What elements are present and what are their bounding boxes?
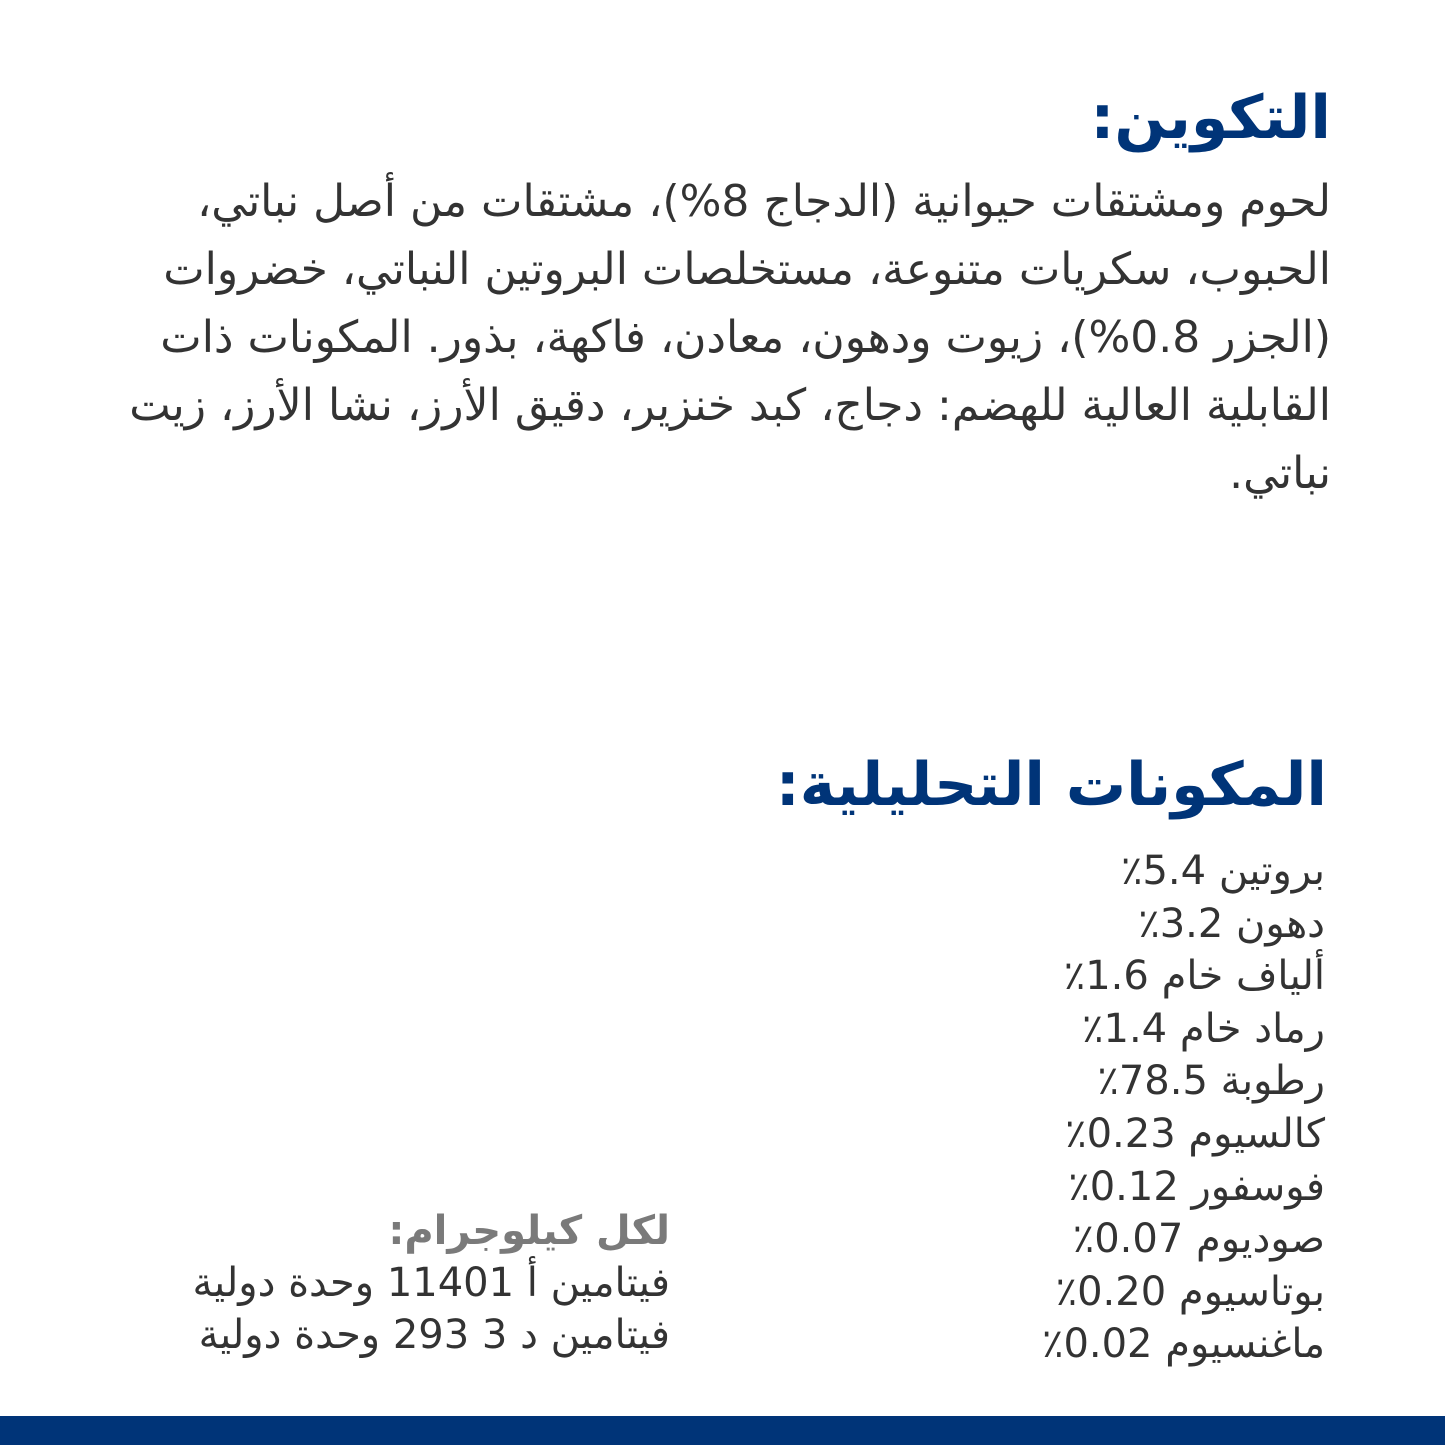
analytical-item-crude-ash: رماد خام 1.4٪: [1082, 1005, 1325, 1052]
per-kg-section: [50, 1205, 670, 1361]
analytical-item-potassium: بوتاسيوم 0.20٪: [1055, 1268, 1325, 1315]
analytical-item-moisture: رطوبة 78.5٪: [1097, 1058, 1325, 1105]
analytical-item-crude-fibre: ألياف خام 1.6٪: [1063, 953, 1325, 1000]
per-kg-item-vitamin-a: فيتامين أ 11401 وحدة دولية: [192, 1260, 670, 1306]
analytical-constituents-title: المكونات التحليلية:: [775, 750, 1327, 820]
per-kg-title: لكل كيلوجرام:: [388, 1208, 670, 1254]
per-kg-list: [50, 1257, 670, 1361]
analytical-item-magnesium: ماغنسيوم 0.02٪: [1041, 1321, 1325, 1368]
composition-text: لحوم ومشتقات حيوانية (الدجاج 8%)، مشتقات من أصل نباتي، الحبوب، سكريات متنوعة، مستخلصات البروتين النباتي، خضروات (الجزر 0.8%)، زيوت ودهون، معادن، فاكهة، بذور. المكونات ذات القابلية العالية للهضم: دجاج، كبد خنزير، دقيق الأرز، نشا الأرز، زيت نباتي.: [129, 176, 1331, 499]
analytical-item-phosphorus: فوسفور 0.12٪: [1068, 1163, 1325, 1210]
composition-title: التكوين:: [1090, 83, 1331, 153]
per-kg-item-vitamin-d3: فيتامين د 3 293 وحدة دولية: [198, 1312, 670, 1358]
bottom-bar: [0, 1416, 1445, 1445]
analytical-item-fat: دهون 3.2٪: [1138, 900, 1325, 947]
analytical-item-calcium: كالسيوم 0.23٪: [1065, 1110, 1325, 1157]
analytical-constituents-list: [765, 845, 1325, 1371]
analytical-item-sodium: صوديوم 0.07٪: [1072, 1216, 1325, 1263]
analytical-item-protein: بروتين 5.4٪: [1121, 848, 1325, 894]
